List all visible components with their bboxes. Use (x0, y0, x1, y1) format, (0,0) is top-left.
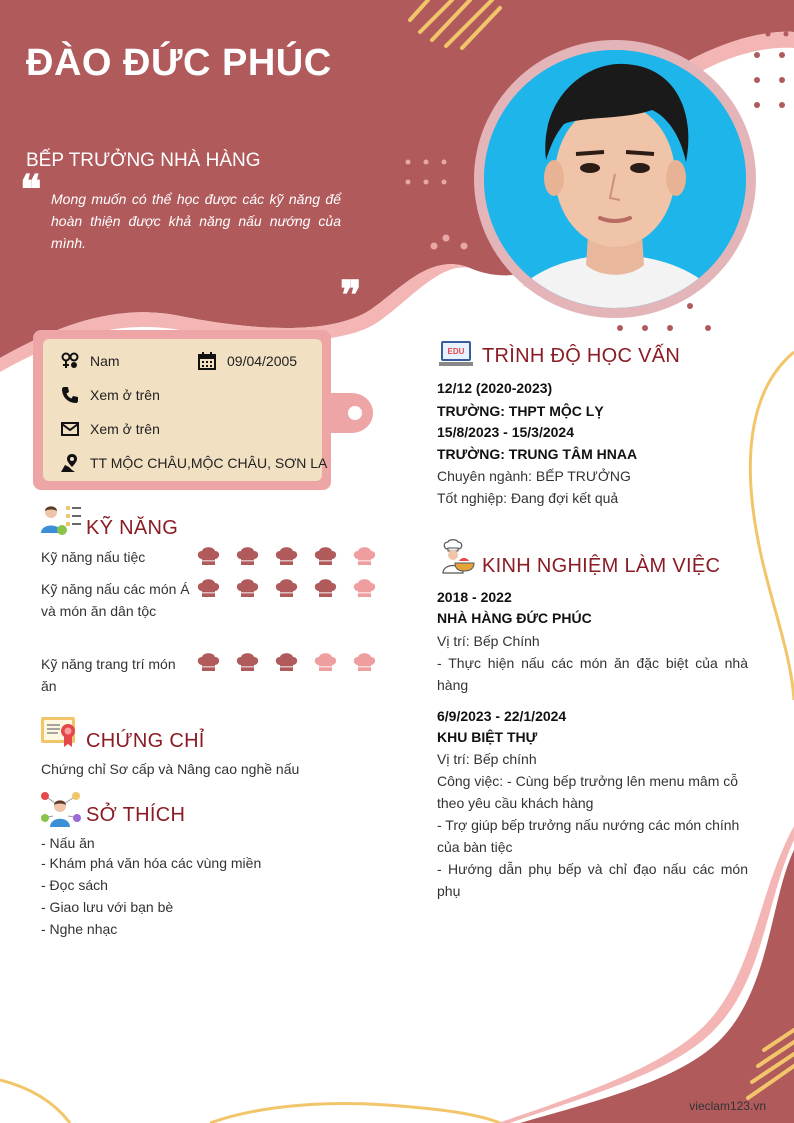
chef-hat-empty-icon (352, 545, 377, 567)
edu-icon-label: EDU (447, 347, 465, 356)
skill-rating (196, 545, 377, 567)
chef-hat-filled-icon (196, 577, 221, 599)
skills-icon (40, 503, 82, 537)
edu-school-2: TRƯỜNG: TRUNG TÂM HNAA (437, 446, 638, 462)
education-icon (439, 340, 473, 368)
calendar-icon (197, 351, 217, 371)
birthday-row (197, 351, 297, 371)
hobby-item: - Đọc sách (41, 877, 108, 893)
chef-hat-empty-icon (352, 577, 377, 599)
edu-period-1: 12/12 (2020-2023) (437, 380, 553, 396)
hobby-item: - Nấu ăn (41, 835, 95, 851)
job-position: Vị trí: Bếp chính (437, 751, 537, 767)
chef-hat-empty-icon (352, 651, 377, 673)
career-objective: Mong muốn có thể học được các kỹ năng để hoàn thiện được khả năng nấu nướng của mình. (51, 191, 341, 251)
job-title: BẾP TRƯỞNG NHÀ HÀNG (26, 150, 261, 171)
open-quote-icon: ❝ (20, 166, 42, 213)
skill-name: Kỹ năng nấu các món Á và món ăn dân tộc (41, 581, 190, 619)
chef-hat-filled-icon (274, 577, 299, 599)
hobbies-icon (40, 790, 82, 828)
skills-title: KỸ NĂNG (86, 517, 179, 539)
job-company: KHU BIỆT THỰ (437, 729, 538, 745)
job-description: - Hướng dẫn phụ bếp và chỉ đạo nấu các món phụ (437, 861, 748, 899)
chef-icon (437, 539, 475, 575)
skill-name: Kỹ năng nấu tiệc (41, 549, 146, 565)
chef-hat-filled-icon (313, 577, 338, 599)
job-description: - Trợ giúp bếp trưởng nấu nướng các món chính của bàn tiệc (437, 817, 740, 855)
address-value: TT MỘC CHÂU,MỘC CHÂU, SƠN LA (90, 455, 328, 471)
chef-hat-filled-icon (313, 545, 338, 567)
certificate-text: Chứng chỉ Sơ cấp và Nâng cao nghề nấu (41, 761, 300, 777)
phone-icon (60, 385, 80, 405)
hobby-item: - Giao lưu với bạn bè (41, 899, 174, 915)
hobby-item: - Khám phá văn hóa các vùng miền (41, 855, 262, 871)
skill-name: Kỹ năng trang trí món ăn (41, 656, 176, 694)
candidate-name: ĐÀO ĐỨC PHÚC (26, 42, 332, 84)
certificates-title: CHỨNG CHỈ (86, 730, 205, 752)
email-icon (60, 419, 80, 439)
job-company: NHÀ HÀNG ĐỨC PHÚC (437, 610, 592, 626)
chef-hat-filled-icon (274, 651, 299, 673)
address-row (60, 453, 327, 473)
chef-hat-filled-icon (235, 651, 260, 673)
job-period: 2018 - 2022 (437, 589, 512, 605)
certificate-icon (40, 716, 80, 748)
chef-hat-filled-icon (235, 545, 260, 567)
chef-hat-filled-icon (196, 651, 221, 673)
edu-period-2: 15/8/2023 - 15/3/2024 (437, 424, 575, 440)
close-quote-icon: ❞ (340, 272, 362, 319)
skill-rating (196, 577, 377, 599)
email-value: Xem ở trên (90, 421, 160, 437)
email-row (60, 419, 160, 439)
profile-photo (484, 50, 746, 308)
hobbies-title: SỞ THÍCH (86, 804, 186, 826)
location-icon (60, 453, 80, 473)
chef-hat-filled-icon (196, 545, 221, 567)
job-description: Công việc: - Cùng bếp trưởng lên menu mâm cỗ theo yêu cầu khách hàng (437, 773, 739, 811)
skill-rating (196, 651, 377, 673)
footer-watermark: vieclam123.vn (689, 1099, 766, 1113)
job-period: 6/9/2023 - 22/1/2024 (437, 708, 567, 724)
phone-row (60, 385, 160, 405)
job-position: Vị trí: Bếp Chính (437, 633, 540, 649)
gender-row (60, 351, 120, 371)
phone-value: Xem ở trên (90, 387, 160, 403)
chef-hat-filled-icon (274, 545, 299, 567)
hobby-item: - Nghe nhạc (41, 921, 118, 937)
education-title: TRÌNH ĐỘ HỌC VẤN (482, 345, 681, 367)
experience-title: KINH NGHIỆM LÀM VIỆC (482, 555, 721, 577)
chef-hat-empty-icon (313, 651, 338, 673)
birthday-value: 09/04/2005 (227, 353, 298, 369)
gender-icon (60, 351, 80, 371)
edu-graduation: Tốt nghiệp: Đang đợi kết quả (437, 490, 619, 506)
job-description: - Thực hiện nấu các món ăn đặc biệt của nhà hàng (437, 655, 748, 693)
card-handle (325, 393, 373, 433)
gender-value: Nam (90, 353, 120, 369)
edu-school-1: TRƯỜNG: THPT MỘC LỴ (437, 403, 604, 419)
chef-hat-filled-icon (235, 577, 260, 599)
edu-major: Chuyên ngành: BẾP TRƯỞNG (437, 468, 631, 484)
